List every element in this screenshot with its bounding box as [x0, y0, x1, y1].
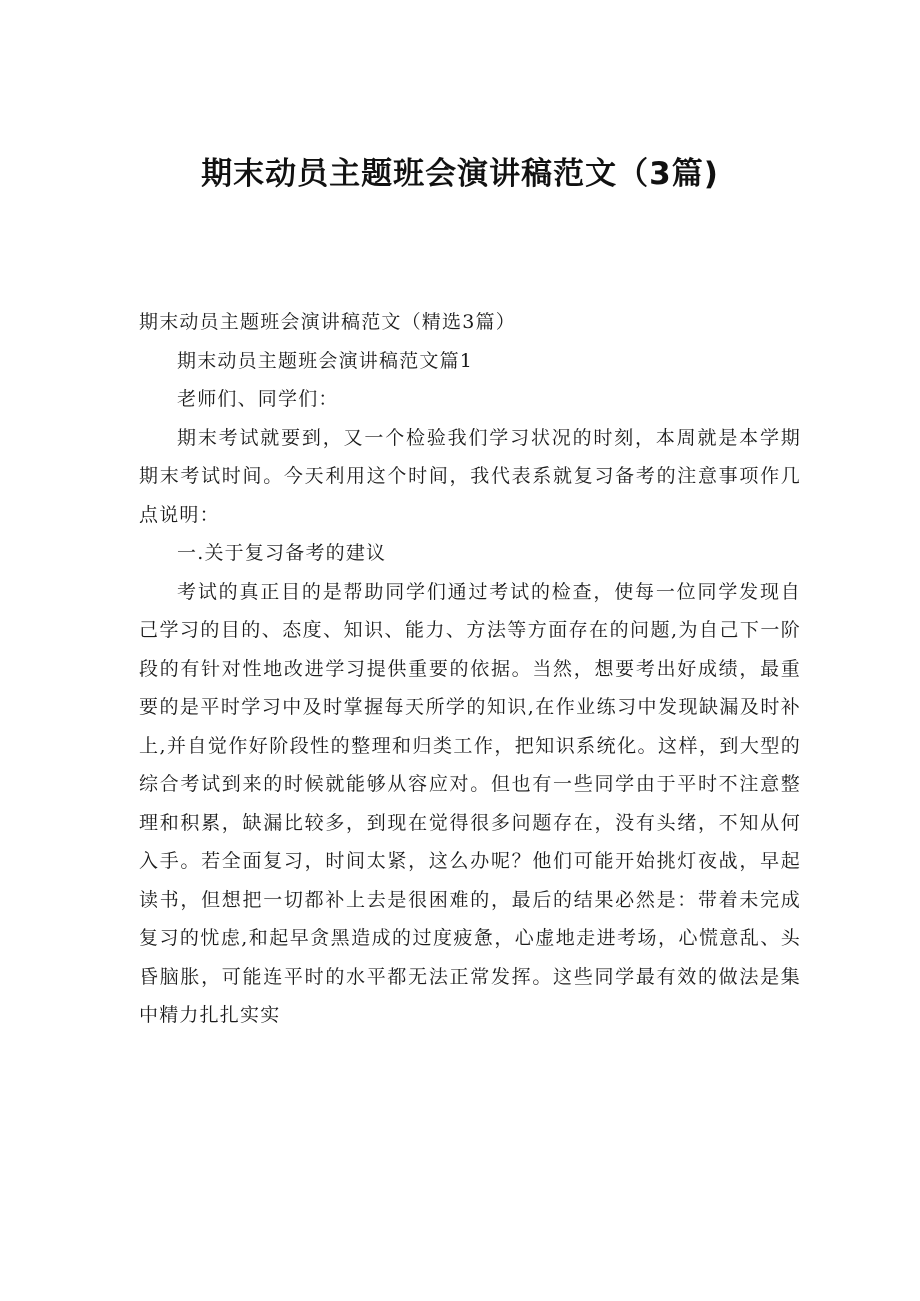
paragraph: 考试的真正目的是帮助同学们通过考试的检查，使每一位同学发现自己学习的目的、态度、知识、能力、方法等方面存在的问题,为自己下一阶段的有针对性地改进学习提供重要的依据。当然，想要考出好成绩，最重要的是平时学习中及时掌握每天所学的知识,在作业练习中发现缺漏及时补上,并自觉作好阶段性的整理和归类工作，把知识系统化。这样，到大型的综合考试到来的时候就能够从容应对。但也有一些同学由于平时不注意整理和积累，缺漏比较多，到现在觉得很多问题存在，没有头绪，不知从何入手。若全面复习，时间太紧，这么办呢？他们可能开始挑灯夜战，早起读书，但想把一切都补上去是很困难的，最后的结果必然是：带着未完成复习的忧虑,和起早贪黑造成的过度疲惫，心虚地走进考场，心慌意乱、头昏脑胀，可能连平时的水平都无法正常发挥。这些同学最有效的做法是集中精力扎扎实实 [139, 580, 801, 1026]
document-title: 期末动员主题班会演讲稿范文（3篇) [201, 156, 719, 192]
paragraph-heading: 一.关于复习备考的建议 [177, 542, 387, 564]
document-subtitle: 期末动员主题班会演讲稿范文（精选3篇） [139, 311, 516, 333]
section-heading: 期末动员主题班会演讲稿范文篇1 [177, 349, 474, 372]
greeting: 老师们、同学们： [177, 388, 339, 410]
paragraph: 期末考试就要到，又一个检验我们学习状况的时刻，本周就是本学期期末考试时间。今天利用这个时间，我代表系就复习备考的注意事项作几点说明： [139, 426, 801, 526]
document-body [139, 303, 801, 1035]
